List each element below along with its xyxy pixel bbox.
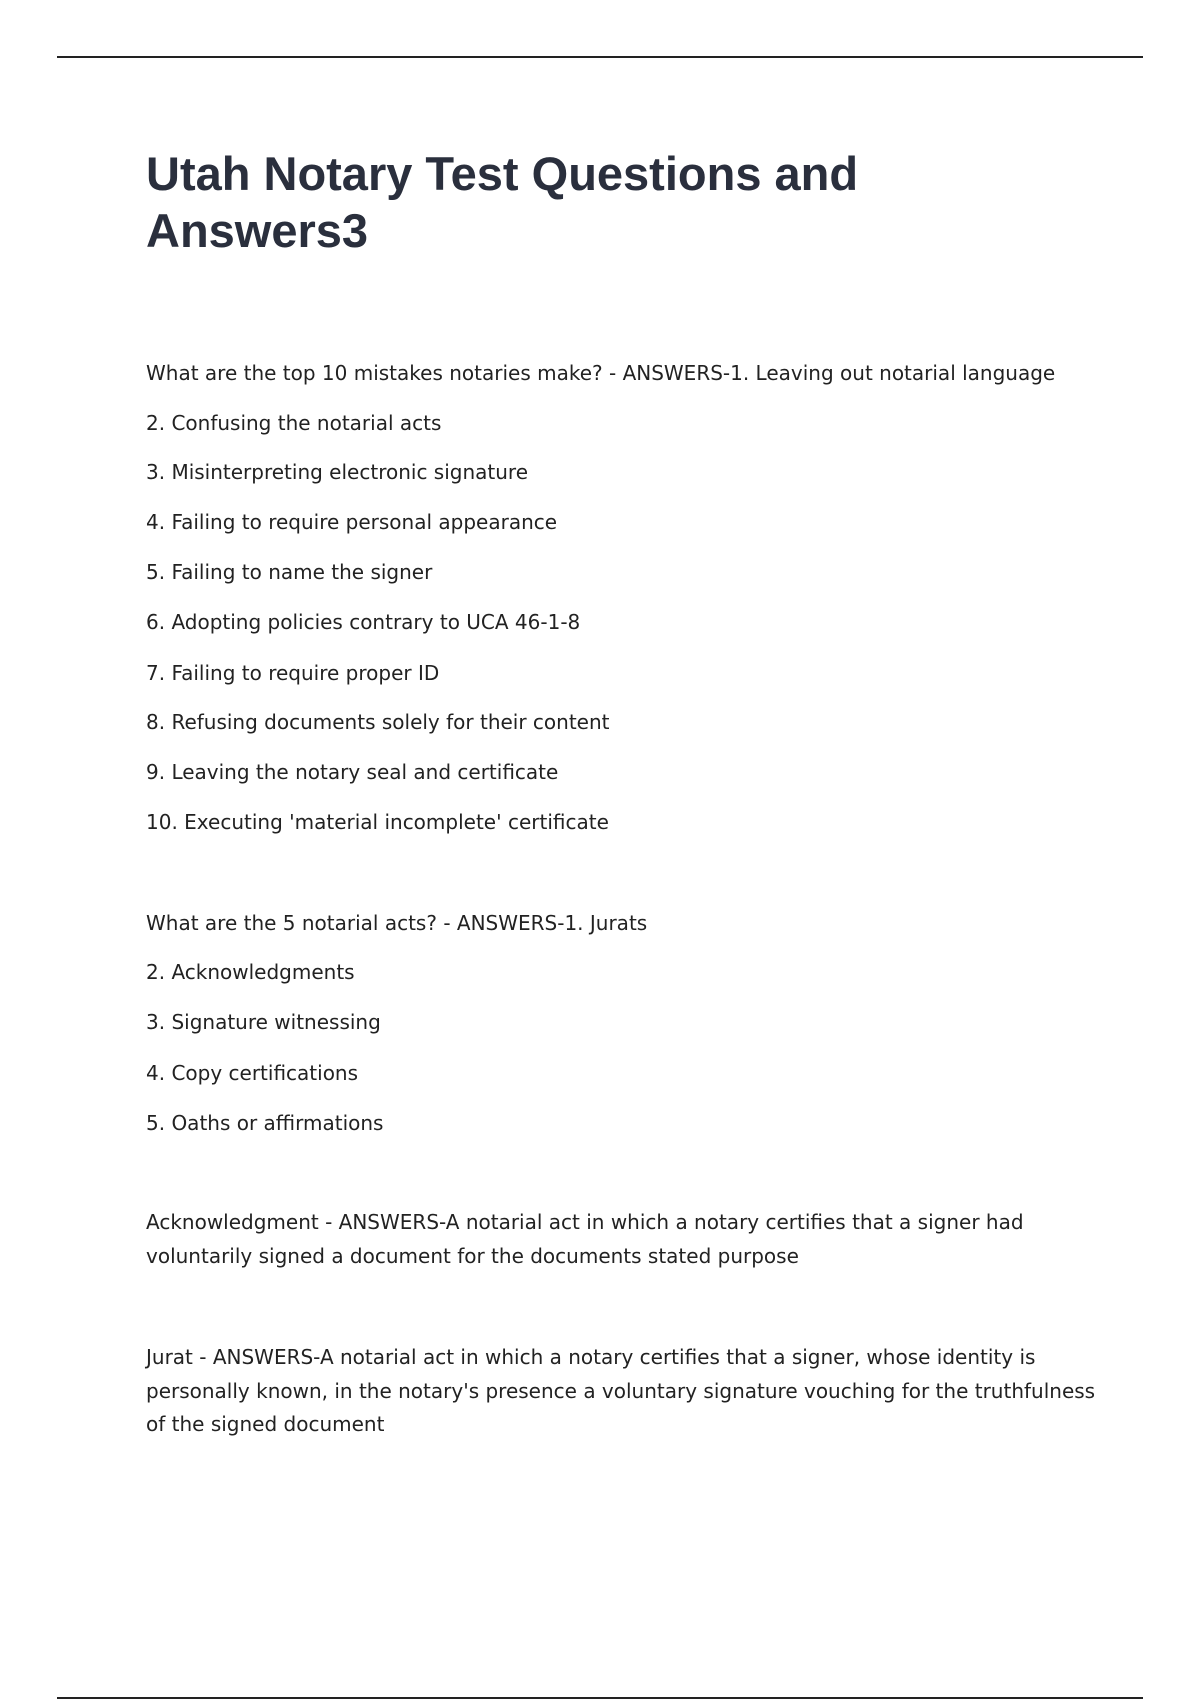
document-title: Utah Notary Test Questions and Answers3 xyxy=(146,147,859,257)
bottom-rule xyxy=(57,1697,1143,1699)
definition-line: personally known, in the notary's presence a voluntary signature vouching for the truthfulness xyxy=(146,1379,1096,1403)
answer-line: 4. Copy certifications xyxy=(146,1061,359,1085)
answer-line: 2. Confusing the notarial acts xyxy=(146,411,442,435)
answer-line: 3. Signature witnessing xyxy=(146,1010,381,1034)
answer-line: 6. Adopting policies contrary to UCA 46-1-8 xyxy=(146,610,581,634)
answer-line: 2. Acknowledgments xyxy=(146,960,355,984)
definition-line: of the signed document xyxy=(146,1412,385,1436)
answer-line: 7. Failing to require proper ID xyxy=(146,661,440,685)
definition-line: voluntarily signed a document for the documents stated purpose xyxy=(146,1244,799,1268)
top-rule xyxy=(57,56,1143,58)
definition-line: Acknowledgment - ANSWERS-A notarial act in which a notary certifies that a signer had xyxy=(146,1210,1024,1234)
definition-line: Jurat - ANSWERS-A notarial act in which a notary certifies that a signer, whose identity is xyxy=(146,1345,1036,1369)
answer-line: 9. Leaving the notary seal and certificate xyxy=(146,760,559,784)
answer-line: 4. Failing to require personal appearance xyxy=(146,510,558,534)
question-line: What are the 5 notarial acts? - ANSWERS-1. Jurats xyxy=(146,911,648,935)
question-line: What are the top 10 mistakes notaries make? - ANSWERS-1. Leaving out notarial language xyxy=(146,361,1056,385)
answer-line: 5. Oaths or affirmations xyxy=(146,1111,384,1135)
answer-line: 8. Refusing documents solely for their content xyxy=(146,710,610,734)
answer-line: 5. Failing to name the signer xyxy=(146,560,433,584)
answer-line: 3. Misinterpreting electronic signature xyxy=(146,460,529,484)
answer-line: 10. Executing 'material incomplete' certificate xyxy=(146,810,609,834)
